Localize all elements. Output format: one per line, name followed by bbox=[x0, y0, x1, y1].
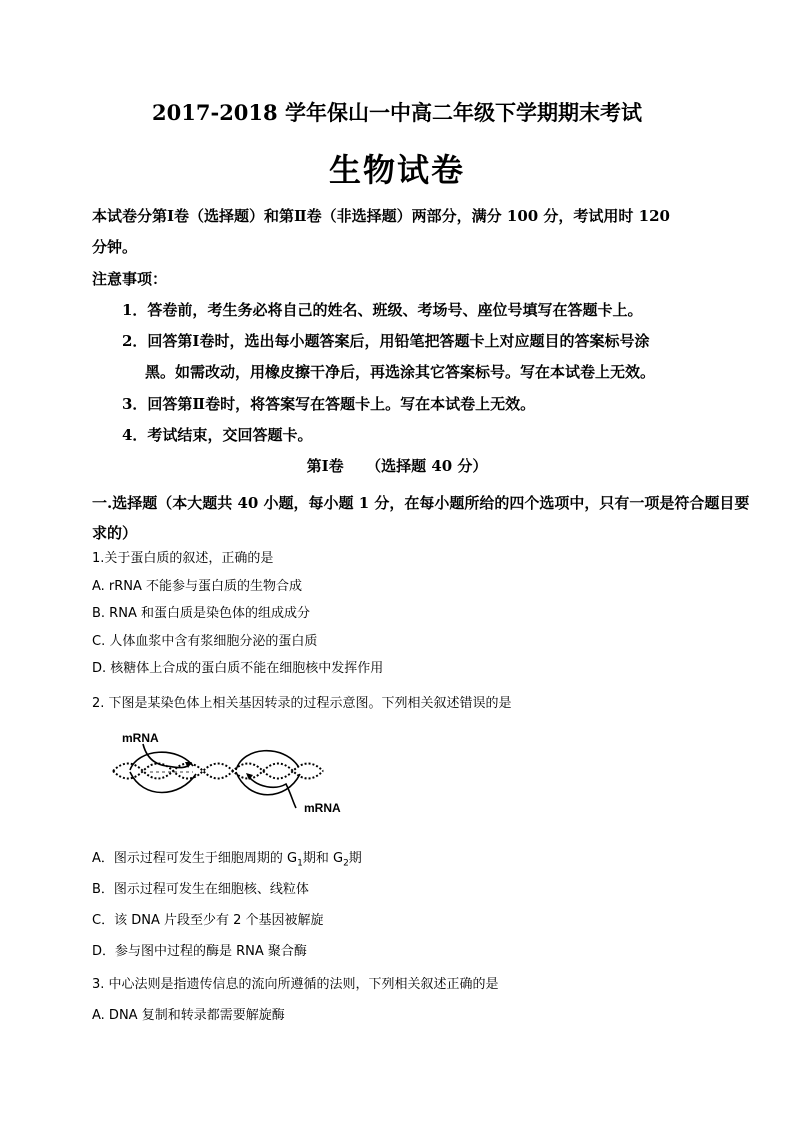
exam-title: 2017-2018 学年保山一中高二年级下学期期末考试 bbox=[152, 100, 642, 125]
bubble-1-bottom bbox=[130, 772, 196, 793]
q2-option-a-subscript-2: 2 bbox=[343, 858, 349, 869]
q2-option-a-text-2: 期和 G bbox=[302, 851, 344, 866]
q1-stem: 1.关于蛋白质的叙述，正确的是 bbox=[92, 551, 274, 566]
dna-strand-1 bbox=[113, 764, 323, 779]
note-item-3: 3．回答第Ⅱ卷时，将答案写在答题卡上。写在本试卷上无效。 bbox=[122, 395, 536, 413]
note-item-2-line-2: 黑。如需改动，用橡皮擦干净后，再选涂其它答案标号。写在本试卷上无效。 bbox=[145, 363, 656, 381]
q2-option-a-text-1: A．图示过程可发生于细胞周期的 G bbox=[92, 851, 298, 866]
note-item-1: 1．答卷前，考生务必将自己的姓名、班级、考场号、座位号填写在答题卡上。 bbox=[122, 301, 643, 319]
intro-line-1: 本试卷分第Ⅰ卷（选择题）和第Ⅱ卷（非选择题）两部分，满分 100 分，考试用时 120 bbox=[92, 207, 670, 225]
q2-option-a bbox=[92, 847, 362, 869]
section-1-line-2: 求的） bbox=[92, 524, 138, 542]
part-1-heading: 第Ⅰ卷 （选择题 40 分） bbox=[306, 457, 488, 475]
mrna-label-bottom: mRNA bbox=[304, 801, 341, 815]
q1-option-d: D. 核糖体上合成的蛋白质不能在细胞核中发挥作用 bbox=[92, 661, 384, 676]
q2-option-c: C．该 DNA 片段至少有 2 个基因被解旋 bbox=[92, 913, 324, 928]
intro-line-2: 分钟。 bbox=[92, 238, 138, 256]
q2-option-b: B．图示过程可发生在细胞核、线粒体 bbox=[92, 882, 309, 897]
notes-heading: 注意事项： bbox=[92, 270, 168, 288]
q3-option-a: A. DNA 复制和转录都需要解旋酶 bbox=[92, 1008, 285, 1023]
q2-option-a-text-3: 期 bbox=[348, 851, 362, 866]
note-item-2-line-1: 2．回答第Ⅰ卷时，选出每小题答案后，用铅笔把答题卡上对应题目的答案标号涂 bbox=[122, 332, 650, 350]
bubble-2-bottom bbox=[236, 772, 300, 795]
section-1-line-1: 一.选择题（本大题共 40 小题，每小题 1 分，在每小题所给的四个选项中，只有一项是符合题目要 bbox=[92, 494, 750, 512]
note-item-4: 4．考试结束，交回答题卡。 bbox=[122, 426, 313, 444]
q1-option-b: B. RNA 和蛋白质是染色体的组成成分 bbox=[92, 606, 310, 621]
q2-option-d: D．参与图中过程的酶是 RNA 聚合酶 bbox=[92, 944, 307, 959]
q1-option-a: A. rRNA 不能参与蛋白质的生物合成 bbox=[92, 579, 303, 594]
exam-subtitle: 生物试卷 bbox=[328, 151, 465, 189]
q2-option-a-subscript-1: 1 bbox=[297, 858, 303, 869]
q2-stem: 2. 下图是某染色体上相关基因转录的过程示意图。下列相关叙述错误的是 bbox=[92, 696, 512, 711]
transcription-diagram bbox=[108, 726, 358, 818]
q1-option-c: C. 人体血浆中含有浆细胞分泌的蛋白质 bbox=[92, 634, 318, 649]
dna-strand-2 bbox=[113, 764, 323, 779]
mrna-label-top: mRNA bbox=[122, 731, 159, 745]
q3-stem: 3. 中心法则是指遗传信息的流向所遵循的法则，下列相关叙述正确的是 bbox=[92, 977, 499, 992]
